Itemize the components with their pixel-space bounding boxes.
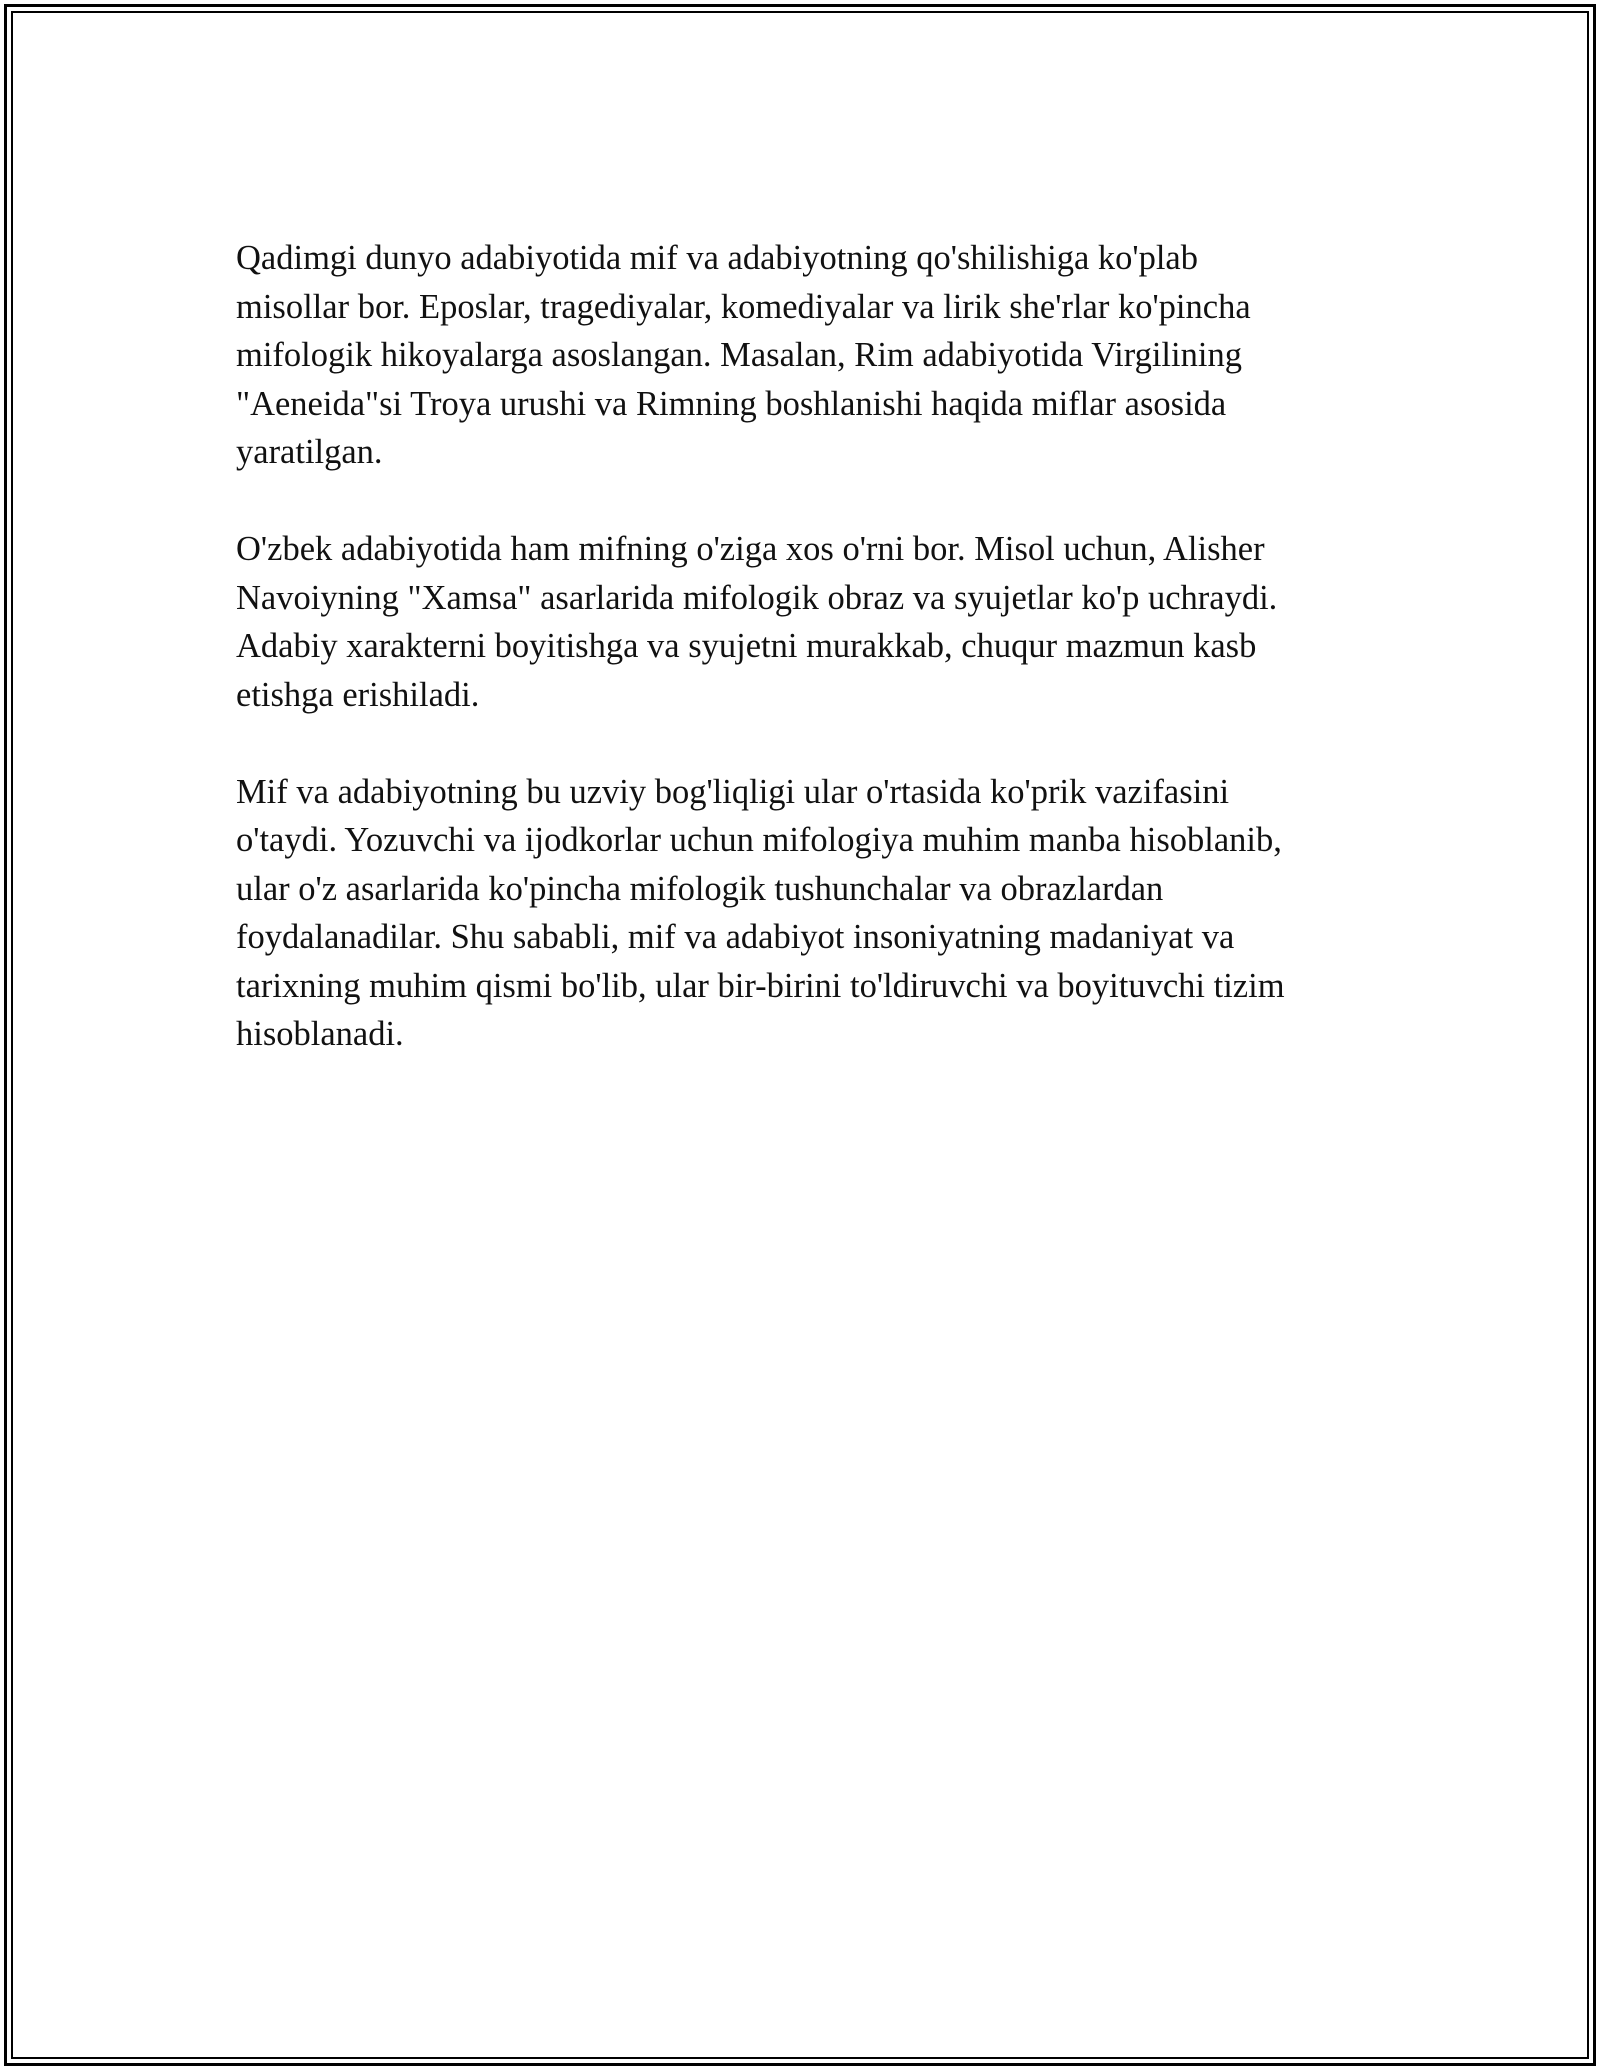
text-line: mifologik hikoyalarga asoslangan. Masalan, Rim adabiyotida Virgilining	[236, 336, 1242, 374]
text-line: O'zbek adabiyotida ham mifning o'ziga xos o'rni bor. Misol uchun, Alisher	[236, 530, 1265, 568]
paragraph-1	[236, 234, 1371, 477]
text-line: Navoiyning "Xamsa" asarlarida mifologik obraz va syujetlar ko'p uchraydi.	[236, 578, 1278, 617]
text-line: tarixning muhim qismi bo'lib, ular bir-birini to'ldiruvchi va boyituvchi tizim	[236, 966, 1285, 1005]
text-line: etishga erishiladi.	[236, 675, 480, 714]
text-line: Qadimgi dunyo adabiyotida mif va adabiyotning qo'shilishiga ko'plab	[236, 239, 1198, 277]
text-line: Adabiy xarakterni boyitishga va syujetni murakkab, chuqur mazmun kasb	[236, 627, 1257, 665]
text-line: ular o'z asarlarida ko'pincha mifologik tushunchalar va obrazlardan	[236, 869, 1164, 908]
text-line: foydalanadilar. Shu sababli, mif va adabiyot insoniyatning madaniyat va	[236, 918, 1235, 956]
paragraph-2	[236, 525, 1371, 719]
document-body	[236, 234, 1371, 1107]
paragraph-3	[236, 768, 1371, 1059]
text-line: Mif va adabiyotning bu uzviy bog'liqligi ular o'rtasida ko'prik vazifasini	[236, 772, 1230, 811]
text-line: o'taydi. Yozuvchi va ijodkorlar uchun mifologiya muhim manba hisoblanib,	[236, 821, 1282, 859]
text-line: "Aeneida"si Troya urushi va Rimning boshlanishi haqida miflar asosida	[236, 384, 1227, 423]
text-line: yaratilgan.	[236, 433, 383, 471]
text-line: hisoblanadi.	[236, 1015, 404, 1053]
text-line: misollar bor. Eposlar, tragediyalar, komediyalar va lirik she'rlar ko'pincha	[236, 287, 1251, 326]
